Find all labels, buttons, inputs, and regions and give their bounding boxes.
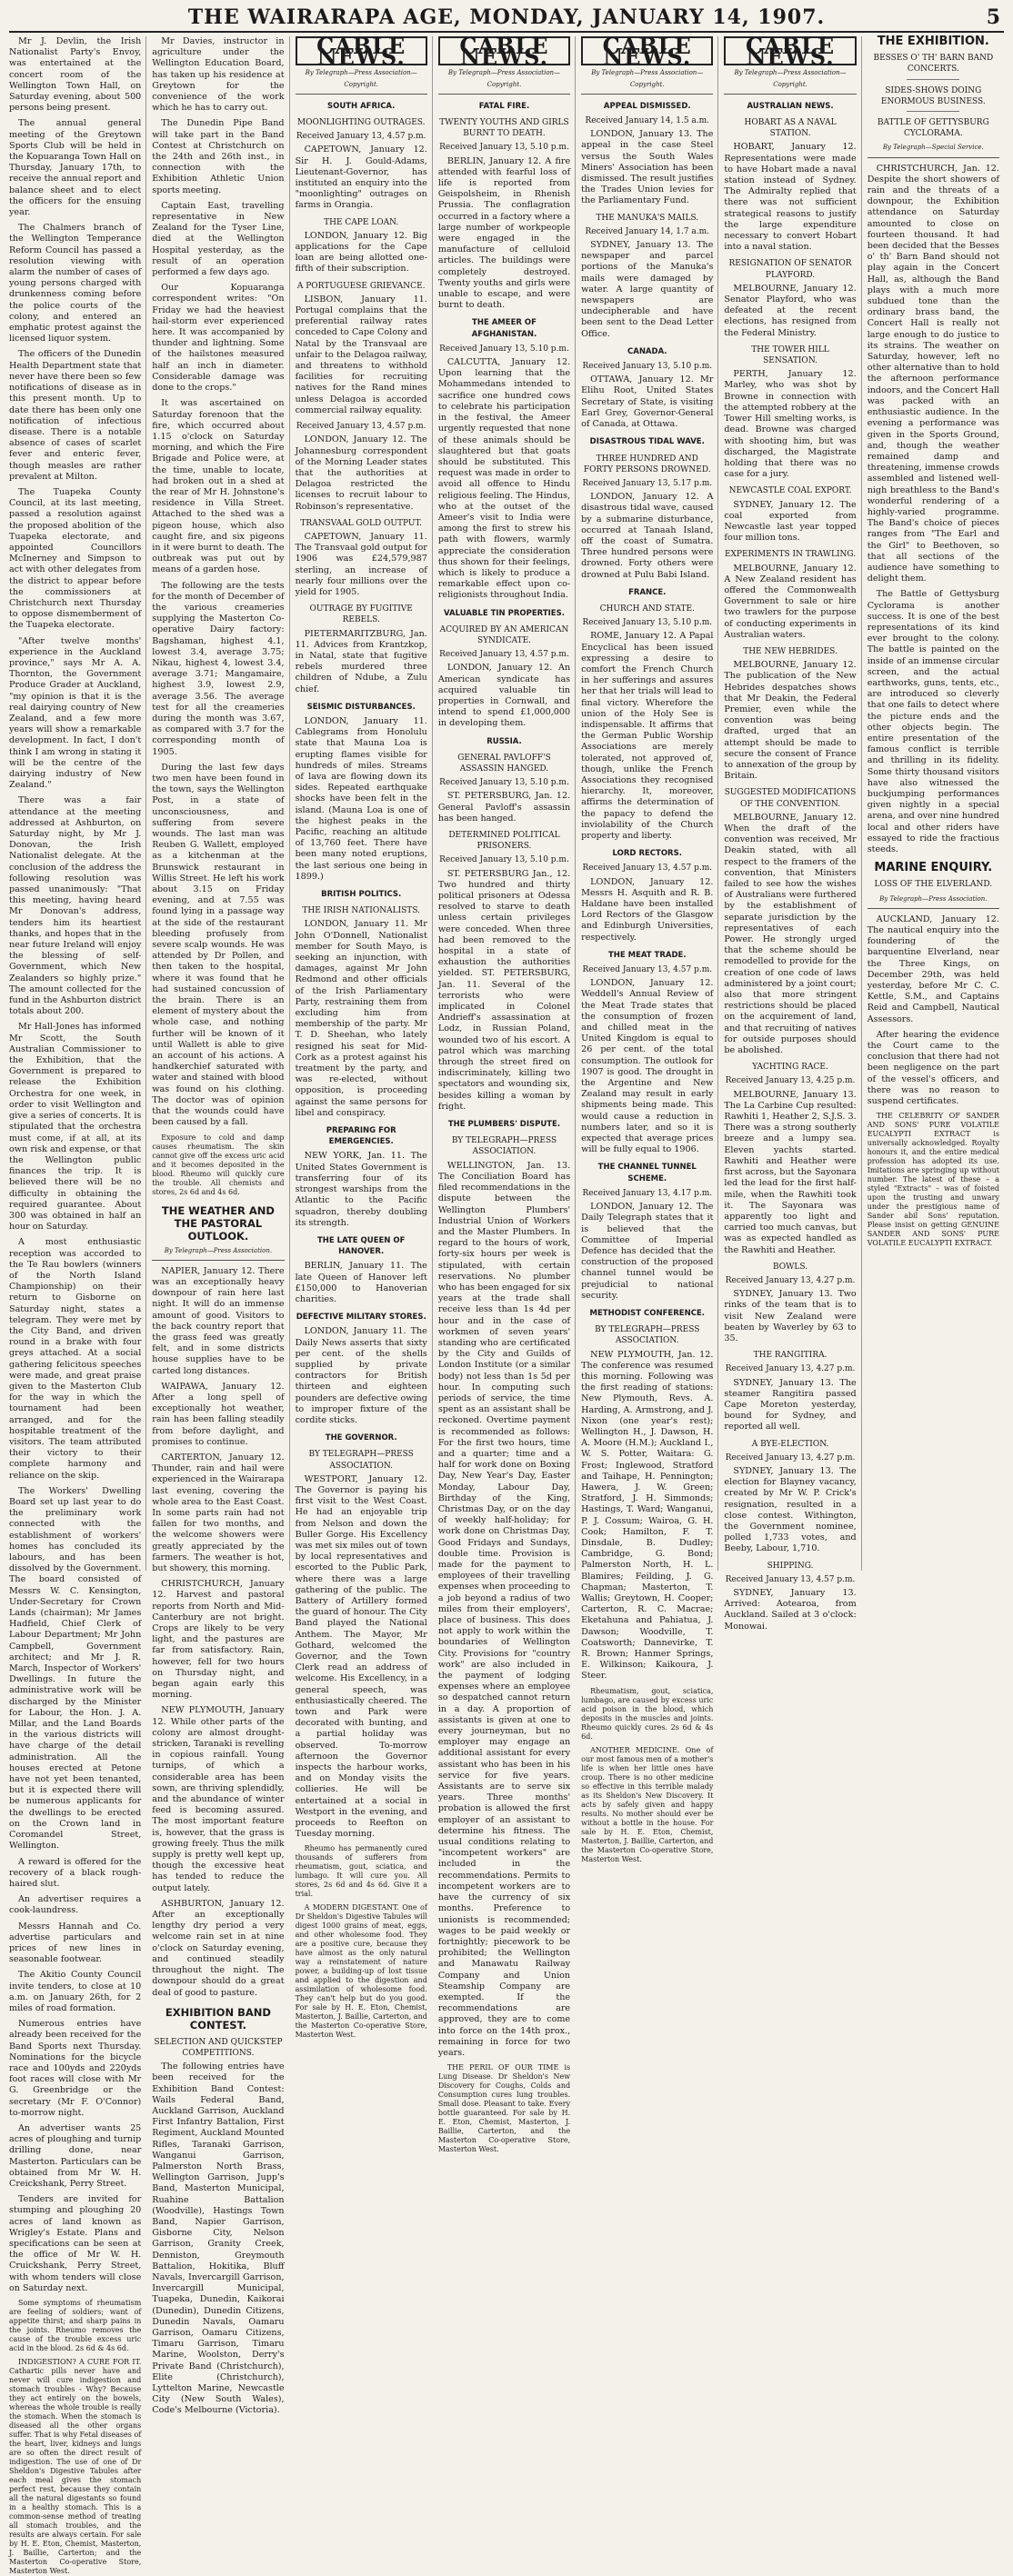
received-date: Received January 13, 4.57 p.m. [439,650,569,660]
cable-sections [724,101,856,1632]
section-body: SYDNEY, January 13. The election for Blayney vacancy, created by Mr W. P. Crick's resignation, resulted in a close contest. Withington, the Government nominee, polled 1,733 votes, and Beeby, Labour, 1,710. [724,1465,857,1554]
received-date: Received January 13, 4.57 p.m. [296,132,426,142]
section-subhead: YACHTING RACE. [752,1063,828,1073]
section-subhead: TRANSVAAL GOLD OUTPUT. [300,518,423,528]
section-subhead: HOBART AS A NAVAL STATION. [744,118,837,139]
section-headline: PREPARING FOR EMERGENCIES. [326,1126,396,1147]
section-body: SYDNEY, January 13. Two rinks of the team that is to visit New Zealand were beaten by Waverley by 63 to 35. [724,1289,857,1343]
received-date: Received January 13, 4.17 p.m. [582,1188,713,1198]
cable-sections [581,101,713,1682]
section-headline: THE GOVERNOR. [325,1433,397,1443]
divider [907,79,959,80]
cable-news-header: CABLE NEWS. [296,36,427,65]
section-headline: VALUABLE TIN PROPERTIES. [444,608,565,618]
section-subhead: THREE HUNDRED AND FORTY PERSONS DROWNED. [583,454,711,474]
section-subhead: DETERMINED POLITICAL PRISONERS. [448,831,560,852]
exhibition-subhead-1: BESSES O' TH' BARN BAND CONCERTS. [873,54,994,75]
paragraph: Mr J. Devlin, the Irish Nationalist Party's Envoy, was entertained at the concert room of the Wellington Town Hall, on Saturday evening, about 500 persons being present. [9,36,142,114]
section-headline: THE PLUMBERS' DISPUTE. [447,1120,561,1130]
section-headline: THE MEAT TRADE. [607,950,687,960]
section-subhead: GENERAL PAVLOFF'S ASSASSIN HANGED. [457,753,551,774]
section-headline: THE AMEER OF AFGHANISTAN. [471,318,537,339]
ad-paragraph: A MODERN DIGESTANT. One of Dr Sheldon's Digestive Tabules will digest 1000 grains of meat, eggs, and other wholesome food. They are a positive cure, because they have almost as the only natural way a reinstatement of nature power, a building-up of lost tissue and applied to the digestion and assimilation of wholesome food. They can't help but do you good. For sale by H. E. Eton, Chemist, Masterton, J. Baillie, Carterton, and the Masterton Co-operative Store, Masterton West. [295,1903,427,2040]
received-date: Received January 13, 5.10 p.m. [439,344,569,354]
cable-byline: By Telegraph—Press Association—Copyright. [724,67,856,94]
section-subhead: EXPERIMENTS IN TRAWLING. [724,550,857,560]
section-subhead: CHURCH AND STATE. [599,604,695,614]
paragraph: Tenders are invited for stumping and ploughing 20 acres of land known as Wrigley's Estate. Plans and specifications can be seen at the office of Mr W. H. Cruickshank, Perry Street, with whom tenders will close on Saturday next. [9,2194,142,2293]
masthead [9,5,1004,33]
paragraph: A reward is offered for the recovery of a black rough-haired slut. [9,1856,142,1889]
section-body: MELBOURNE, January 13. The La Carbine Cup resulted: Rawhiti 1, Heather 2, S.J.S. 3. There was a strong southerly breeze and a lumpy sea. Eleven yachts started. Rawhiti and Heather were first across, but the Sayonara led the lead for the first half-mile, when the Rawhiti took it. The Sayonara was apparently too light and carried too much canvas, but was as expected handled as the Rawhiti and Heather. [724,1089,857,1255]
paragraph: A most enthusiastic reception was accorded to the Te Rau bowlers (winners of the North Island Championship) on their return to Gisborne on Saturday night, states a telegram. They were met by the City Band, and driven round in a brake with four greys attached. At a social gathering felicitous speeches were made, and great praise given to the Masterton Club for the way in which the tournament had been arranged, and for the hospitable treatment of the visitors. The team attributed their victory to their complete harmony and reliance on the skip. [9,1237,142,1481]
section-subhead: THE CAPE LOAN. [324,217,399,227]
exhibition-headline: EXHIBITION BAND CONTEST. [165,2005,271,2032]
section-body: LONDON, January 12. The Johannesburg correspondent of the Morning Leader states that the authorities at Delagoa restricted the licenses to recruit labour to Robinson's representative. [295,434,427,512]
section-subhead: RESIGNATION OF SENATOR PLAYFORD. [728,259,852,280]
section-body: CAPETOWN, January 12. Sir H. J. Gould-Adams, Lieutenant-Governor, has instituted an enquiry into the "moonlighting" outrages on farms in Orangia. [295,145,427,211]
section-body: ROME, January 12. A Papal Encyclical has been issued expressing a desire to comfort the French Church in her sufferings and assures her that her trials will lead to final victory. Wherefore the union of the Holy See is indispensable. It affirms that the German Public Worship Associations are merely tolerated, not approved of, though, unlike the French Associations they recognised hierarchy. It, moreover, affirms the determination of the papacy to defend the inviolability of the Church property and liberty. [581,631,714,841]
received-date: Received January 13, 4.27 p.m. [725,1275,856,1285]
section-headline: METHODIST CONFERENCE. [589,1308,705,1318]
cable-news-header: CABLE NEWS. [724,36,856,65]
weather-headline: THE WEATHER AND THE PASTORAL OUTLOOK. [161,1203,275,1243]
section-body: MELBOURNE, January 12. Senator Playford, who was defeated at the recent elections, has resigned from the Federal Ministry. [724,283,857,338]
cable-news-header: CABLE NEWS. [581,36,713,65]
paragraph: The Workers' Dwelling Board set up last year to do the preliminary work connected with the establishment of workers' homes has concluded its labours, and has been dissolved by the Government. The board consisted of Messrs W. C. Kensington, Under-Secretary for Crown Lands (chairman); Mr James Hadfield, Chief Clerk of Labour Department; Mr John Campbell, Government architect; and Mr J. R. March, Inspector of Workers' Dwellings. In future the administrative work will be discharged by the Minister for Labour, the Hon. J. A. Millar, and the Land Boards in the various districts will have charge of the detail administration. All the houses erected at Petone have not yet been tenanted, but it is expected there will be numerous applicants for the dwellings to be erected on the Crown land in Coromandel Street, Wellington. [9,1485,142,1852]
section-headline: SOUTH AFRICA. [326,101,396,111]
paragraph: Mr Davies, instructor in agriculture under the Wellington Education Board, has taken up his residence at Greytown for the convenience of the work which he has to carry out. [152,36,285,114]
paragraph: An advertiser requires a cook-laundress. [9,1894,142,1916]
section-body: SYDNEY, January 13. The steamer Rangitira passed Cape Moreton yesterday, bound for Sydney, and reported all well. [724,1377,857,1433]
section-subhead: THE NEW HEBRIDES. [743,646,837,656]
paragraph: Messrs Hannah and Co. advertise particulars and prices of new lines in seasonable footwear. [9,1921,142,1965]
paragraph: The following are the tests for the month of December of the various creameries supplying the Masterton Co-operative Dairy factory: Bagshaman, highest 4.1, lowest 3.4, average 3.75; Nikau, highest 4, lowest 3.4, average 3.71; Mangamaire, highest 3.9, lowest 2.9, average 3.56. The average test for all the creameries during the month was 3.67, as compared with 3.7 for the corresponding month of 1905. [152,580,285,757]
paragraph: The annual general meeting of the Greytown Sports Club will be held in the Kopuaranga Town Hall on Thursday, January 17th, to receive the annual report and balance sheet and to elect the officers for the ensuing year. [9,118,142,218]
section-body: LONDON, January 11. Cablegrams from Honolulu state that Mauna Loa is erupting flames visible for hundreds of miles. Streams of lava are flowing down its sides. Repeated earthquake shocks have been felt in the island. (Mauna Loa is one of the highest peaks in the Pacific, reaching an altitude of 13,760 feet. There have been many noted eruptions, the last serious one being in 1899.) [295,715,427,882]
section-subhead: SUGGESTED MODIFICATIONS OF THE CONVENTION. [724,788,857,809]
paragraph: Mr Hall-Jones has informed Mr Scott, the South Australian Commissioner to the Exhibition, that the Government is prepared to release the Exhibition Orchestra for one week, in order to visit Wellington and give a series of concerts. It is stipulated that the orchestra must come, if at all, at its own risk and expense, or that the Wellington public finances the trip. It is believed there will be no difficulty in obtaining the required guarantee. About 300 was obtained in half an hour on Saturday. [9,1022,142,1233]
paragraph: Our Kopuaranga correspondent writes: "On Friday we had the heaviest hail-storm ever experienced here. It was accompanied by thunder and lightning. Some of the hailstones measured half an inch in diameter. Considerable damage was done to the crops." [152,283,285,394]
section-subhead: MOONLIGHTING OUTRAGES. [296,118,426,128]
paragraph: There was a fair attendance at the meeting addressed at Ashburton, on Saturday night, by Mr J. Donovan, the Irish Nationalist delegate. At the conclusion of the address the following resolution was passed unanimously: "That this meeting, having heard Mr Donovan's address, tenders him its heartiest thanks, and hopes that in the near future Ireland will enjoy the blessing of self-Government, which New Zealanders so highly prize." The amount collected for the fund in the Ashburton district totals about 200. [9,795,142,1017]
section-subhead: THE IRISH NATIONALISTS. [302,906,421,916]
paragraph: The Akitio County Council invite tenders, to close at 10 a.m. on January 26th, for 2 miles of road formation. [9,1970,142,2013]
paragraph: The officers of the Dunedin Health Department state that never have there been so few notifications of disease as in this present month. Up to date there has been only one notification of infectious disease. There is a notable absence of cases of scarlet fever and enteric fever, though measles are rather prevalent at Milton. [9,349,142,482]
page-number: 5 [986,5,1000,29]
section-headline: DEFECTIVE MILITARY STORES. [296,1313,426,1323]
section-subhead: BY TELEGRAPH—PRESS ASSOCIATION. [308,1450,414,1471]
paragraph: CARTERTON, January 12. Thunder, rain and hail were experienced in the Wairarapa last evening, covering the whole area to the East Coast. In some parts rain had not fallen for two months, and the welcome showers were greatly appreciated by the farmers. The weather is hot, but showery, this morning. [152,1452,285,1573]
received-date: Received January 13, 4.57 p.m. [296,422,426,432]
section-headline: FATAL FIRE. [478,101,530,111]
paragraph: The Dunedin Pipe Band will take part in the Band Contest at Christchurch on the 24th and 26th inst., in connection with the Exhibition Athletic Union sports meeting. [152,118,285,195]
paragraph: WAIPAWA, January 12. After a long spell of exceptionally hot weather, rain has been falling steadily from before daylight, and promises to continue. [152,1381,285,1447]
received-date: Received January 13, 4.27 p.m. [725,1453,856,1463]
columns [9,33,1004,2576]
section-headline: THE LATE QUEEN OF HANOVER. [316,1235,406,1257]
section-body: SYDNEY, January 12. The coal exported from Newcastle last year topped four million tons. [724,499,857,544]
section-subhead: NEWCASTLE COAL EXPORT. [728,486,852,496]
received-date: Received January 13, 5.10 p.m. [439,855,569,865]
section-headline: SEISMIC DISTURBANCES. [306,702,416,712]
exhibition-byline: By Telegraph—Special Service. [868,142,999,157]
exhibition-subhead-3: BATTLE OF GETTYSBURG CYCLORAMA. [877,118,989,139]
received-date: Received January 14, 1.7 a.m. [585,226,710,236]
section-body: LONDON, January 12. Messrs H. Asquith and R. B. Haldane have been installed Lord Rectors of the Glasgow and Edinburgh Universities, respectively. [581,876,714,943]
paragraph: The following entries have been received for the Exhibition Band Contest: Wails Federal Band, Auckland Garrison, Auckland First Infantry Battalion, First Regiment, Auckland Mounted Rifles, Taranaki Garrison, Wanganui Garrison, Palmerston North Brass, Wellington Garrison, Jupp's Band, Masterton Municipal, Ruahine Battalion (Woodville), Hastings Town Band, Napier Garrison, Gisborne City, Nelson Garrison, Granity Creek, Denniston, Greymouth Battalion, Hokitika, Bluff Navals, Invercargill Garrison, Invercargill Municipal, Tuapeka, Dunedin, Kaikorai (Dunedin), Dunedin Citizens, Dunedin Navals, Oamaru Garrison, Oamaru Citizens, Timaru Garrison, Timaru Marine, Woolston, Derry's Private Band (Christchurch), Elite (Christchurch), Lyttelton Marine, Newcastle City (New South Wales), Code's Melbourne (Victoria). [152,2062,285,2416]
section-body: LISBON, January 11. Portugal complains that the preferential railway rates conceded to Cape Colony and Natal by the Transvaal are unfair to the Delagoa railway, and threatens to withhold facilities for recruiting natives for the Rand mines unless Delagoa is accorded commercial railway equality. [295,294,427,415]
section-body: LONDON, January 12. Weddell's Annual Review of the Meat Trade states that the consumption of frozen and chilled meat in the United Kingdom is equal to 26 per cent. of the total consumption. The outlook for 1907 is good. The drought in the Argentine and New Zealand may result in early shipments being made. This would cause a reduction in numbers later, and so it is expected that average prices will be fully equal to 1906. [581,978,714,1155]
section-headline: FRANCE. [628,587,667,597]
paragraph: "After twelve months' experience in the Auckland province," says Mr A. A. Thornton, the Government Produce Grader at Auckland, "my opinion is that it is the real dairying country of New Zealand, and a few more years will show a remarkable development. In fact, I don't think I am wrong in stating it will be the centre of the dairying industry of New Zealand." [9,635,142,791]
section-body: SYDNEY, January 13. Arrived: Aotearoa, from Auckland. Sailed at 3 o'clock: Monowai. [724,1588,857,1632]
section-body: LONDON, January 12. Big applications for the Cape loan are being allotted one-fifth of their subscription. [295,230,427,275]
section-body: WESTPORT, January 12. The Governor is paying his first visit to the West Coast. He had an enjoyable trip from Nelson and down the Buller Gorge. His Excellency was met six miles out of town by local representatives and escorted to the Public Park, where there was a large gathering of the public. The Battery of Artillery formed the guard of honour. The City Band played the National Anthem. The Mayor, Mr Gothard, welcomed the Governor, and the Town Clerk read an address of welcome. His Excellency, in a general speech, was enthusiastically cheered. The town and Park were decorated with bunting, and a partial holiday was observed. To-morrow afternoon the Governor inspects the harbour works, and on Monday visits the collieries. He will be entertained at a social in Westport in the evening, and proceeds to Reefton on Tuesday morning. [295,1473,427,1840]
column-7 [868,36,1004,1571]
received-date: Received January 13, 5.10 p.m. [582,362,713,372]
paragraph: During the last few days two men have been found in the town, says the Wellington Post, in a state of unconsciousness, and suffering from severe wounds. The last man was Reuben G. Wallett, employed as a kitchenman at the Brunswick restaurant in Willis Street. He left his work about 3.15 on Friday evening, and at 7.55 was found lying in a passage way at the side of the restaurant bleeding profusely from severe scalp wounds. He was attended by Dr Pollen, and then taken to the hospital, where it was found that he had sustained concussion of the brain. There is an element of mystery about the whole case, and nothing further will be known of it until Wallett is able to give an account of his actions. A handkerchief saturated with water and stained with blood was found on his clothing. The doctor was of opinion that the wounds could have been caused by a fall. [152,762,285,1128]
section-headline: AUSTRALIAN NEWS. [747,101,834,111]
section-body: ST. PETERSBURG Jan., 12. Two hundred and thirty political prisoners at Odessa resolved to starve to death unless certain privileges were conceded. When three had been removed to the hospital in a state of exhaustion the authorities yielded. ST. PETERSBURG, Jan. 11. Several of the terrorists who were implicated in Colonel Andrieff's assassination at Lodz, in Russian Poland, wounded two of his escort. A patrol which was marching through the street fired on indiscriminately, killing two spectators and wounding six, besides killing a woman by fright. [437,868,571,1112]
section-body: PERTH, January 12. Marley, who was shot by Browne in connection with the attempted robbery at the Tower Hill smelting works, is dead. Browne was charged with shooting him, but was discharged, the Magistrate holding that there was no case for a jury. [724,369,857,480]
ad-paragraph: ANOTHER MEDICINE. One of our most famous men of a mother's life is when her little ones have croup. There is no other medicine so effective in this terrible malady as its Sheldon's New Discovery. It acts by safely given and happy results. No mother should ever be without a bottle in the house. For sale by H. E. Eton, Chemist, Masterton, J. Baillie, Carterton, and the Masterton Co-operative Store, Masterton West. [581,1745,714,1863]
paragraph: Numerous entries have already been received for the Band Sports next Thursday. Nominations for the bicycle race and 100yds and 220yds foot races will close with Mr G. Greenbridge or the secretary (Mr F. O'Connor) to-morrow night. [9,2019,142,2118]
paragraph: CHRISTCHURCH, January 12. Harvest and pastoral reports from North and Mid-Canterbury are not bright. Crops are likely to be very light, and the pastures are far from satisfactory. Rain, however, fell for two hours on Thursday night, and began again early this morning. [152,1579,285,1701]
received-date: Received January 13, 4.25 p.m. [725,1076,856,1086]
cable-byline: By Telegraph—Press Association—Copyright. [438,67,570,94]
marine-enquiry-title: MARINE ENQUIRY. [874,861,993,875]
section-headline: LORD RECTORS. [612,849,682,859]
ad-paragraph: Rheumatism, gout, sciatica, lumbago, are caused by excess uric acid poison in the blood, which deposits in the muscles and joints. Rheumo quickly cures. 2s 6d & 4s 6d. [581,1686,714,1741]
section-body: NEW PLYMOUTH, Jan. 12. The conference was resumed this morning. Following was the first reading of stations: New Plymouth, Revs. A. Harding, A. Armstrong, and J. Nixon (one year's rest); Wellington H., J. Dawson, H. A. Moore (H.M.); Auckland I., W. S. Potter, Waitara: G. Frost; Inglewood, Stratford and Taihape, H. Pennington; Hawera, J. W. Green; Stratford, J. H. Simmonds; Hastings, T. Ward; Wanganui, P. J. Cossum; Wairoa, G. H. Cook; Hamilton, F. T. Dinsdale, B. Dudley; Cambridge, G. Bond; Palmerston North, H. L. Blamires; Feilding, J. G. Chapman; Masterton, T. Wallis; Greytown, H. Cooper; Carterton, R. C. Macrae; Eketahuna and Pahiatua, J. Dawson; Woodville, T. Coatsworth; Dannevirke, T. R. Brown; Hanmer Springs, E. Wilkinson; Kaikoura, J. Steer. [581,1349,714,1682]
exhibition-title: THE EXHIBITION. [877,35,989,48]
section-body: LONDON, January 12. An American syndicate has acquired valuable tin properties in Cornwall, and intend to spend £1,000,000 in developing them. [437,663,571,729]
column-4 [437,33,576,2154]
ad-paragraph: INDIGESTION? A CURE FOR IT. Cathartic pills never have and never will cure indigestion and stomach troubles - Why? Because they act entirely on the bowels, whereas the whole trouble is really the stomach. When the stomach is diseased all the other organs suffer. That is why Fetal diseases of the heart, liver, kidneys and lungs are so often the direct result of indigestion. The use of one of Dr Sheldon's Digestive Tabules after each meal gives the stomach perfect rest, because they contain all the natural digestants so found in a healthy stomach. This is a common-sense method of treating all stomach troubles, and the results are always certain. For sale by H. E. Eton, Chemist, Masterton, J. Baillie, Carterton; and the Masterton Co-operative Store, Masterton West. [9,2358,142,2576]
section-body: BERLIN, January 11. The late Queen of Hanover left £150,000 to Hanoverian charities. [295,1261,427,1304]
ad-paragraph: Rheumo has permanently cured thousands of sufferers from rheumatism, gout, sciatica, and lumbago. It will cure you. All stores, 2s 6d and 4s 6d. Give it a trial. [295,1844,427,1899]
section-headline: THE CHANNEL TUNNEL SCHEME. [597,1163,697,1183]
column-1 [9,36,146,2576]
section-subhead: ACQUIRED BY AN AMERICAN SYNDICATE. [439,624,569,645]
newspaper-title: THE WAIRARAPA AGE, MONDAY, JANUARY 14, 1907. [187,5,826,29]
paragraph: It was ascertained on Saturday forenoon that the fire, which occurred about 1.15 o'clock on Saturday morning, and which the Fire Brigade and Police were, at the time, unable to locate, had broken out in a shed at the rear of Mr H. Johnstone's residence in Villa Street. Attached to the shed was a pigeon house, which also caught fire, and six pigeons in it were burnt to death. The outbreak was put out by means of a garden hose. [152,398,285,575]
section-body: LONDON, January 12. The Daily Telegraph states that it is believed that the Committee of Imperial Defence has decided that the construction of the proposed channel tunnel would be prejudicial to national security. [581,1202,714,1301]
received-date: Received January 13, 5.17 p.m. [582,478,713,488]
column-5 [581,33,718,1863]
received-date: Received January 13, 5.10 p.m. [439,143,569,153]
paragraph: ASHBURTON, January 12. After an exceptionally lengthy dry period a very welcome rain set in at nine o'clock on Saturday evening, and continued steadily throughout the night. The downpour should do a great deal of good to pasture. [152,1898,285,1998]
section-headline: CANADA. [627,346,667,356]
section-body: MELBOURNE, January 12. A New Zealand resident has offered the Commonwealth Government to sale or hire two trawlers for the purpose of conducting experiments in Australian waters. [724,563,857,640]
section-body: OTTAWA, January 12. Mr Elihu Root, United States Secretary of State, is visiting Earl Grey, Governor-General of Canada, at Ottawa. [581,374,714,430]
section-subhead: TWENTY YOUTHS AND GIRLS BURNT TO DEATH. [439,118,569,139]
section-subhead: THE MANUKA'S MAILS. [596,213,699,223]
section-body: WELLINGTON, Jan. 13. The Conciliation Board has filed recommendations in the dispute between the Wellington Plumbers' Industrial Union of Workers and the Master Plumbers. In regard to the hours of work, forty-six hours per week is stipulated, with certain reservations. No plumber who has been engaged for six years at the trade shall receive less than 1s 4d per hour and in the case of workmen of seven years' standing who are certificated by the City and Guilds of London Institute (or a similar body) not less than 1s 5d per hour. In computing such periods of service, the time spent as an assistant shall be reckoned. Overtime payment is recommended as follows: For the first two hours, time and a quarter; time and a half for work done on Boxing Day, New Year's Day, Easter Monday, Labour Day, Birthday of the King, Christmas Day, or on the day of weekly half-holiday; for work done on Christmas Day, Good Fridays and Sundays, double time. Provision is made for the payment to employees of their travelling expenses when proceeding to a job beyond a radius of two miles from their employers', place of business. This does not apply to work within the boundaries of Wellington City. Provisions for "country work" are also included in the payment of lodging expenses where an employee so despatched cannot return in a day. A proportion of assistants is given at one to every journeyman, but no employer may engage an additional assistant for every assistant who has been in his service for five years. Assistants are to serve six years. Three months' probation is allowed the first employer of an assistant to determine his fitness. The usual conditions relating to "incompetent workers" are included in the recommendations. Permits to incompetent workers are to have the currency of six months. Preference to unionists is recommended; wages to be paid weekly or fortnightly; piecework to be prohibited; the Wellington and Manawatu Railway Company and Union Steamship Company are exempted. If the recommendations are approved, they are to come into force on the 14th prox., remaining in force for two years. [437,1160,571,2058]
section-body: BERLIN, January 12. A fire attended with fearful loss of life is reported from Geispolsheim, in Rhenish Prussia. The conflagration occurred in a factory where a large number of workpeople were engaged in the manufacture of celluloid articles. The buildings were completely destroyed. Twenty youths and girls were unable to escape, and were burnt to death. [437,155,571,311]
paragraph: An advertiser wants 25 acres of ploughing and turnip drilling done, near Masterton. Particulars can be obtained from Mr W. H. Creickshank, Perry Street. [9,2122,142,2189]
received-date: Received January 13, 4.27 p.m. [725,1364,856,1374]
section-body: LONDON, January 11. Mr John O'Donnell, Nationalist member for South Mayo, is seeking an injunction, with damages, against Mr John Redmond and other officials of the Irish Parliamentary Party, restraining them from excluding him from membership of the party. Mr T. D. Sheehan, who lately resigned his seat for Mid-Cork as a protest against his treatment by the party, and was re-elected, without opposition, is proceeding against the same persons for libel and conspiracy. [295,919,427,1118]
divider [907,111,959,112]
marine-byline: By Telegraph—Press Association. [868,894,999,909]
received-date: Received January 14, 1.5 a.m. [585,116,710,126]
ad-paragraph: THE PERIL OF OUR TIME is Lung Disease. Dr Sheldon's New Discovery for Coughs, Colds and Consumption cures lung troubles. Small dose. Pleasant to take. Every bottle guaranteed. For sale by H. E. Eton, Chemist, Masterton, J. Baillie, Carterton, and the Masterton Co-operative Store, Masterton West. [437,2063,571,2154]
ad-paragraph: Some symptoms of rheumatism are feeling of soldiers; want of appetite thirst; and sharp pains in the joints. Rheumo removes the cause of the trouble excess uric acid in the blood. 2s 6d & 4s 6d. [9,2299,142,2353]
paragraph: Captain East, travelling representative in New Zealand for the Tyser Line, died at the Wellington Hospital yesterday, as the result of an operation performed a few days ago. [152,200,285,278]
section-subhead: SHIPPING. [767,1561,814,1571]
paragraph: After hearing the evidence the Court came to the conclusion that there had not been negligence on the part of the vessel's officers, and there was no reason to suspend certificates. [867,1029,999,1107]
exhibition-subhead: SELECTION AND QUICKSTEP COMPETITIONS. [154,2037,283,2058]
cable-sections [438,101,570,2059]
section-subhead: BY TELEGRAPH—PRESS ASSOCIATION. [595,1325,700,1346]
section-subhead: THE RANGITIRA. [753,1351,827,1361]
cable-byline: By Telegraph—Press Association—Copyright. [581,67,713,94]
marine-enquiry-subhead: LOSS OF THE ELVERLAND. [874,880,993,890]
paragraph: NEW PLYMOUTH, January 12. While other parts of the colony are almost drought-stricken, Taranaki is revelling in copious rainfall. Young turnips, of which a considerable area has been sown, are thriving splendidly, and the abundance of winter feed is becoming assured. The most important feature is, however, that the grass is growing freely. Thus the milk supply is pretty well kept up, though the excessive heat has tended to reduce the output lately. [152,1705,285,1893]
section-body: SYDNEY, January 13. The newspaper and parcel portions of the Manuka's mails were damaged by water. A large quantity of newspapers are undecipherable and have been sent to the Dead Letter Office. [581,240,714,339]
received-date: Received January 13, 5.10 p.m. [439,778,569,788]
section-subhead: BOWLS. [773,1262,808,1272]
paragraph: The Chalmers branch of the Wellington Temperance Reform Council has passed a resolution viewing with alarm the number of cases of young persons charged with drunkenness coming before the police courts of the colony, and entered an emphatic protest against the licensed liquor system. [9,223,142,344]
column-6 [724,33,861,1632]
section-headline: BRITISH POLITICS. [321,890,402,900]
cable-sections [296,101,427,1841]
section-body: ST. PETERSBURG, Jan. 12. General Pavloff's assassin has been hanged. [437,791,571,824]
section-subhead: THE TOWER HILL SENSATION. [751,344,829,366]
received-date: Received January 13, 5.10 p.m. [582,618,713,628]
section-subhead: OUTRAGE BY FUGITIVE REBELS. [309,604,413,625]
section-body: NEW YORK, Jan. 11. The United States Government is transferring four of its strongest warships from the Atlantic to the Pacific squadron, thereby doubling its strength. [295,1151,427,1228]
section-body: MELBOURNE, January 12. When the draft of the convention was received, Mr Deakin stated, with all respect to the framers of the convention, that Ministers failed to see how the wishes of Australians were furthered by the establishment of separate jurisdiction by the representatives of each Power. He strongly urged that the scheme should be remodelled to provide for the creation of one code of laws administered by a joint court; also that more stringent restrictions should be placed on the acquirement of land, and that recruiting of natives for outside purposes should be abolished. [724,812,857,1056]
received-date: Received January 13, 4.57 p.m. [582,864,713,874]
section-body: LONDON, January 11. The Daily News asserts that sixty per cent. of the shells supplied by private contractors for British thirteen and eighteen pounders are defective owing to improper fixture of the cordite sticks. [295,1326,427,1425]
section-body: MELBOURNE, January 12. The publication of the New Hebrides despatches shows that Mr Deakin, the Federal Premier, even while the convention was being drafted, urged that an attempt should be made to secure the consent of France to annexation of the group by Britain. [724,660,857,782]
paragraph: The Battle of Gettysburg Cyclorama is another success. It is one of the best representations of its kind ever brought to the colony. The battle is painted on the inside of an immense circular screen, and the actual earthworks, guns, tents, etc., are introduced so cleverly that one fails to detect where the picture ends and the other objects begin. The entire presentation of the famous conflict is terrible and thrilling in its fidelity. Some thirty thousand visitors have also witnessed the buckjumping performances given nightly in a special arena, and over nine hundred local and other riders have essayed to ride the fractious steeds. [867,589,999,855]
cable-byline: By Telegraph—Press Association—Copyright. [296,67,427,94]
section-body: CAPETOWN, January 11. The Transvaal gold output for 1906 was £24,579,987 sterling, an increase of nearly four millions over the yield for 1905. [295,531,427,597]
cable-news-header: CABLE NEWS. [438,36,570,65]
section-body: CALCUTTA, January 12. Upon learning that the Mohammedans intended to sacrifice one hundred cows to celebrate his participation in the festival, the Ameer urgently requested that none of these animals should be slaughtered but that goats should be substituted. This request was made in order to avoid all offence to Hindu religious feeling. The Hindus, who at the outset of the Ameer's visit to India were among the first to strew his path with flowers, warmly appreciate the consideration thus shown for their feelings, which is likely to produce a remarkable effect upon co-religionists throughout India. [437,357,571,601]
section-subhead: A BYE-ELECTION. [751,1439,829,1449]
paragraph: AUCKLAND, January 12. The nautical enquiry into the foundering of the barquentine Elverland, near the Three Kings, on December 29th, was held yesterday, before Mr C. C. Kettle, S.M., and Captains Reid and Campbell, Nautical Assessors. [867,914,999,1024]
section-body: LONDON, January 13. The appeal in the case Steel versus the South Wales Miners' Association has been dismissed. The result justifies the Trades Union levies for the Parliamentary Fund. [581,129,714,206]
section-headline: RUSSIA. [486,736,522,746]
ad-paragraph: Exposure to cold and damp causes rheumatism. The skin cannot give off the excess uric acid and it becomes deposited in the blood. Rheumo will quickly cure the trouble. All chemists and stores, 2s 6d and 4s 6d. [152,1133,285,1196]
section-subhead: A PORTUGUESE GRIEVANCE. [296,281,426,291]
section-body: PIETERMARITZBURG, Jan. 11. Advices from Krantzkop, in Natal, state that fugitive rebels murdered three children of Ndube, a Zulu chief. [295,628,427,694]
section-headline: DISASTROUS TIDAL WAVE. [589,437,705,447]
received-date: Received January 13, 4.57 p.m. [582,965,713,975]
section-subhead: BY TELEGRAPH—PRESS ASSOCIATION. [451,1136,557,1157]
paragraph: The Tuapeka County Council, at its last meeting, passed a resolution against the proposed abolition of the Tuapeka electorate, and appointed Councillors McInerney and Simpson to act with other delegates from the district to appear before the commissioners at Christchurch next Thursday to oppose dismemberment of the Tuapeka electorate. [9,486,142,631]
paragraph: CHRISTCHURCH, Jan. 12. Despite the short showers of rain and the threats of a downpour, the Exhibition attendance on Saturday amounted to close on fourteen thousand. It had been decided that the Besses o' th' Barn Band should not play again in the Concert Hall, as, although the Band plays with a much more subdued tone than the ordinary brass band, the Concert Hall is really not large enough to do justice to its strains. The weather on Saturday, however, left no other alternative than to hold the afternoon performance indoors, and the Concert Hall was packed with an enthusiastic audience. In the evening a performance was given in the Sports Ground, and, though the weather remained damp and threatening, immense crowds assembled and listened well-nigh breathless to the Band's wonderful rendering of a highly-varied programme. The Band's choice of pieces ranges from "The Earl and the Girl" to Beethoven, so that all sections of the audience have something to delight them. [867,163,999,584]
weather-byline: By Telegraph—Press Association. [152,1245,284,1261]
received-date: Received January 13, 4.57 p.m. [725,1574,856,1584]
column-3 [295,33,433,2040]
section-headline: APPEAL DISMISSED. [603,101,691,111]
section-body: HOBART, January 12. Representations were made to have Hobart made a naval station instead of Sydney. The Admiralty replied that there was not sufficient strategical reasons to justify the large expenditure necessary to convert Hobart into a naval station. [724,142,857,253]
ad-paragraph: THE CELEBRITY OF SANDER AND SONS' PURE VOLATILE EUCALYPTI EXTRACT is universally acknowledged. Royalty honours it, and the entire medical profession has adopted its use. Imitations are springing up without number. The latest of these – a styled "Extracts" – was of foisted upon the trusting and unwary under the prestigious name of Sander abil Sons' reputation. Please insist on getting GENUINE SANDER AND SONS' PURE VOLATILE EUCALYPTI EXTRACT. [867,1112,999,1248]
column-2 [152,36,289,2416]
exhibition-subhead-2: SIDES-SHOWS DOING ENORMOUS BUSINESS. [880,85,986,106]
section-body: LONDON, January 12. A disastrous tidal wave, caused by a submarine disturbance, occurred at Tanaah Island, off the coast of Sumatra. Three hundred persons were drowned. Forty others were drowned at Pulu Babi Island. [581,492,714,580]
paragraph: NAPIER, January 12. There was an exceptionally heavy downpour of rain here last night. It will do an immense amount of good. Visitors to the back country report that the grass feed was greatly felt, and in some districts house supplies have to be carted long distances. [152,1265,285,1376]
